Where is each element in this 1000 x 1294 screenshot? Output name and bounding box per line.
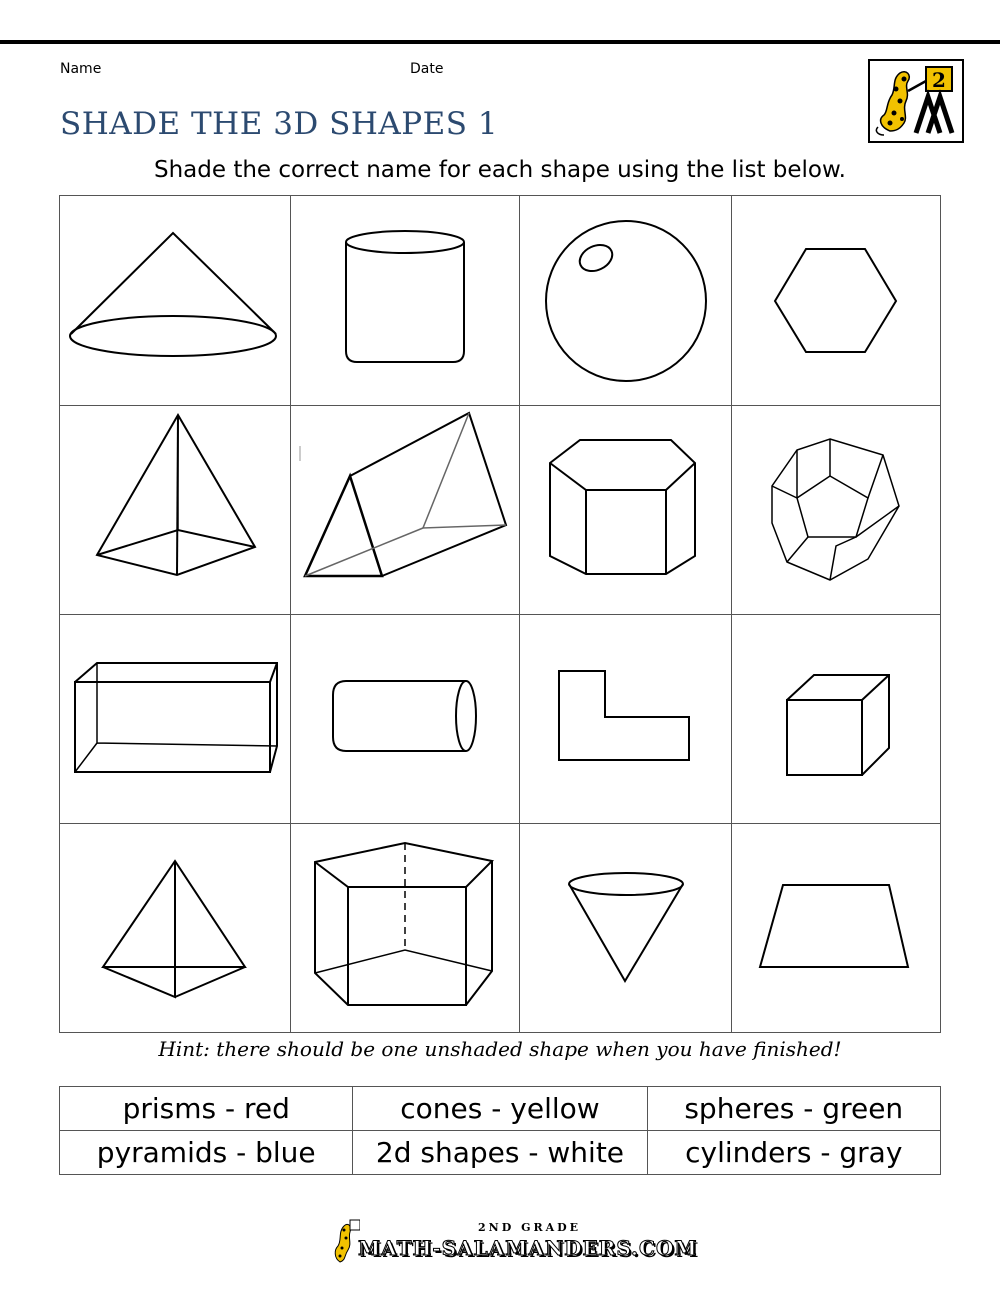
dodecahedron-icon: [732, 406, 940, 614]
sphere-icon: [520, 196, 731, 405]
salamander-footer-icon: [330, 1218, 360, 1264]
hint-text: Hint: there should be one unshaded shape when you have finished!: [158, 1037, 842, 1061]
triangular-pyramid-icon: [60, 824, 290, 1032]
grade-badge-text: 2: [932, 68, 946, 92]
top-rule: [0, 40, 1000, 44]
key-spheres: spheres - green: [647, 1087, 940, 1131]
cube-icon: [732, 615, 940, 823]
hexagon-icon: [732, 196, 940, 405]
key-cones: cones - yellow: [353, 1087, 647, 1131]
page-title: SHADE THE 3D SHAPES 1: [60, 106, 499, 142]
key-pyramids: pyramids - blue: [60, 1131, 353, 1175]
instructions-text: Shade the correct name for each shape using the list below.: [153, 157, 846, 183]
key-2d-shapes: 2d shapes - white: [353, 1131, 647, 1175]
color-key-table: [59, 1086, 941, 1175]
footer-site-text[interactable]: MATH-SALAMANDERS.COM: [358, 1236, 698, 1260]
table-row: [60, 1131, 941, 1175]
key-cylinders: cylinders - gray: [647, 1131, 940, 1175]
pentagonal-prism-icon: [291, 824, 519, 1032]
salamander-icon: [870, 61, 962, 141]
footer-grade-text: 2ND GRADE: [478, 1221, 582, 1234]
inverted-cone-icon: [520, 824, 731, 1032]
cone-icon: [60, 196, 290, 405]
table-row: [60, 1087, 941, 1131]
square-pyramid-icon: [60, 406, 290, 614]
l-shape-icon: [520, 615, 731, 823]
rectangular-prism-icon: [60, 615, 290, 823]
horizontal-cylinder-icon: [291, 615, 519, 823]
name-label: Name: [60, 61, 102, 77]
cylinder-icon: [291, 196, 519, 405]
key-prisms: prisms - red: [60, 1087, 353, 1131]
triangular-prism-icon: [291, 406, 519, 614]
hexagonal-prism-icon: [520, 406, 731, 614]
trapezoid-icon: [732, 824, 940, 1032]
salamander-logo: [868, 59, 964, 143]
shapes-grid: [59, 195, 941, 1033]
date-label: Date: [410, 61, 444, 77]
